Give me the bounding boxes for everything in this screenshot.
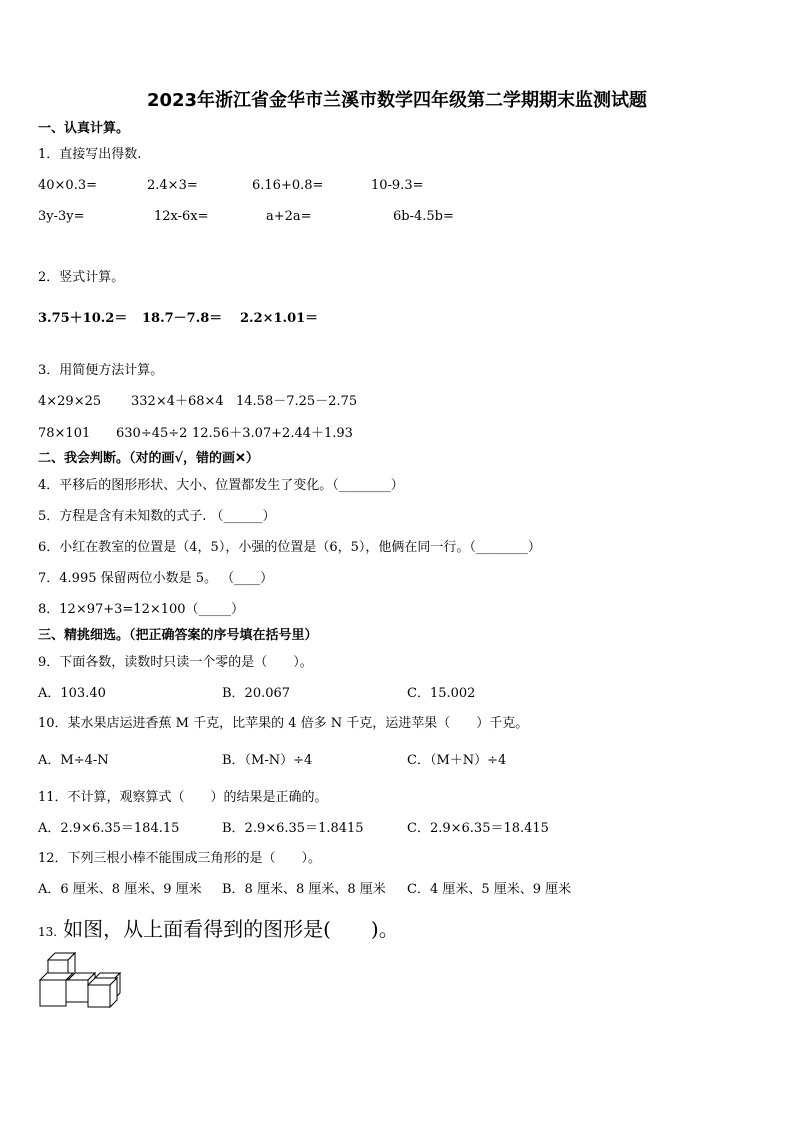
q1-item: 6.16+0.8=: [252, 178, 324, 193]
q1-item: 6b-4.5b=: [393, 209, 454, 224]
question-13: [38, 913, 399, 942]
cube-stack-figure: [36, 952, 126, 1012]
q3-item: 14.58－7.25－2.75: [236, 394, 358, 409]
question-1-label: 1．直接写出得数.: [38, 147, 142, 162]
question-13-number: 13.: [38, 925, 58, 939]
q1-item: 40×0.3=: [38, 178, 98, 193]
question-10: 10．某水果店运进香蕉 M 千克，比苹果的 4 倍多 N 千克，运进苹果（ ）千克。: [38, 716, 529, 731]
question-3-label: 3．用简便方法计算。: [38, 363, 164, 378]
q3-item: 78×101: [38, 426, 91, 441]
q3-item: 630÷45÷2: [116, 426, 188, 441]
q9-option-b: B．20.067: [222, 686, 291, 701]
question-8: 8．12×97+3=12×100（_____）: [38, 602, 245, 617]
question-9: 9．下面各数，读数时只读一个零的是（ ）。: [38, 655, 313, 670]
question-5: 5．方程是含有未知数的式子. （______）: [38, 509, 276, 524]
question-2-label: 2．竖式计算。: [38, 270, 125, 285]
q3-item: 4×29×25: [38, 394, 102, 409]
q3-item: 332×4＋68×4: [131, 394, 224, 409]
q1-item: 10-9.3=: [371, 178, 424, 193]
question-6: 6．小红在教室的位置是（4，5），小强的位置是（6，5），他俩在同一行。（________）: [38, 540, 541, 555]
q11-option-c: C．2.9×6.35＝18.415: [407, 821, 549, 836]
q1-item: a+2a=: [266, 209, 312, 224]
q10-option-a: A．M÷4-N: [38, 753, 109, 768]
q1-item: 2.4×3=: [147, 178, 198, 193]
q11-option-b: B．2.9×6.35＝1.8415: [222, 821, 364, 836]
q2-item: 3.75＋10.2＝: [38, 311, 128, 326]
q12-option-a: A．6 厘米、8 厘米、9 厘米: [38, 882, 202, 897]
q1-item: 3y-3y=: [38, 209, 85, 224]
question-13-stem: 如图，从上面看得到的图形是( )。: [63, 917, 399, 941]
question-4: 4．平移后的图形形状、大小、位置都发生了变化。（________）: [38, 478, 404, 493]
page-title: 2023年浙江省金华市兰溪市数学四年级第二学期期末监测试题: [146, 90, 648, 111]
q2-item: 18.7－7.8＝: [142, 311, 223, 326]
q12-option-b: B．8 厘米、8 厘米、8 厘米: [222, 882, 386, 897]
section-heading-3: 三、精挑细选。（把正确答案的序号填在括号里）: [38, 628, 318, 643]
q10-option-b: B．（M-N）÷4: [222, 753, 313, 768]
question-11: 11．不计算，观察算式（ ）的结果是正确的。: [38, 790, 328, 805]
q2-item: 2.2×1.01＝: [240, 311, 319, 326]
section-heading-2: 二、我会判断。（对的画√，错的画✕）: [38, 451, 259, 466]
question-7: 7．4.995 保留两位小数是 5。 （____）: [38, 571, 274, 586]
q10-option-c: C．（M＋N）÷4: [407, 753, 507, 768]
q9-option-a: A．103.40: [38, 686, 106, 701]
q3-item: 12.56＋3.07+2.44＋1.93: [192, 426, 353, 441]
q12-option-c: C．4 厘米、5 厘米、9 厘米: [407, 882, 572, 897]
question-12: 12．下列三根小棒不能围成三角形的是（ ）。: [38, 851, 322, 866]
section-heading-1: 一、认真计算。: [38, 121, 130, 136]
q1-item: 12x-6x=: [154, 209, 209, 224]
q9-option-c: C．15.002: [407, 686, 476, 701]
q11-option-a: A．2.9×6.35＝184.15: [38, 821, 180, 836]
